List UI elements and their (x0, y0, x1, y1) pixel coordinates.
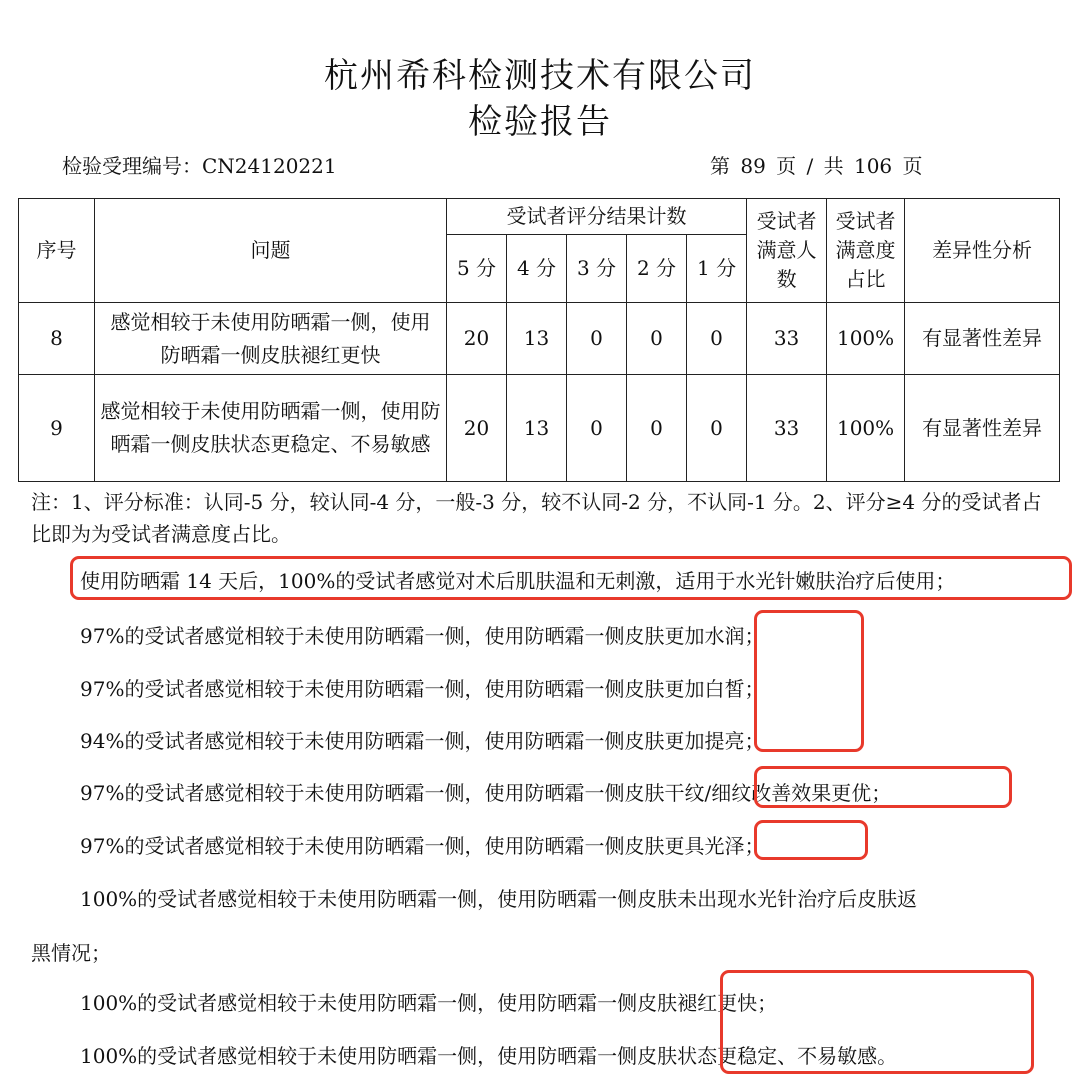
results-table (18, 198, 1060, 482)
header-index: 序号 (19, 199, 95, 303)
row-satisfied: 33 (747, 375, 827, 482)
result-paragraph: 使用防晒霜 14 天后，100%的受试者感觉对术后肌肤温和无刺激，适用于水光针嫩肤治疗后使用； (80, 569, 956, 593)
row-significance: 有显著性差异 (905, 303, 1060, 375)
row-ratio: 100% (827, 303, 905, 375)
row-significance: 有显著性差异 (905, 375, 1060, 482)
row-index: 9 (19, 375, 95, 482)
row-index: 8 (19, 303, 95, 375)
row-score-4: 13 (507, 375, 567, 482)
report-title: 检验报告 (468, 102, 612, 142)
result-paragraph: 97%的受试者感觉相较于未使用防晒霜一侧，使用防晒霜一侧皮肤更加白皙； (80, 677, 765, 701)
header-score-4: 4 分 (507, 235, 567, 303)
report-number: 检验受理编号：CN24120221 (62, 154, 337, 178)
highlight-box-redness-sensitivity (720, 970, 1034, 1074)
row-question: 感觉相较于未使用防晒霜一侧，使用防晒霜一侧皮肤褪红更快 (95, 303, 447, 375)
row-score-2: 0 (627, 375, 687, 482)
result-paragraph-continuation: 黑情况； (31, 941, 111, 965)
result-paragraph: 97%的受试者感觉相较于未使用防晒霜一侧，使用防晒霜一侧皮肤更加水润； (80, 624, 765, 648)
result-paragraph: 97%的受试者感觉相较于未使用防晒霜一侧，使用防晒霜一侧皮肤干纹/细纹改善效果更优； (80, 781, 892, 805)
result-paragraph: 97%的受试者感觉相较于未使用防晒霜一侧，使用防晒霜一侧皮肤更具光泽； (80, 834, 765, 858)
header-score-3: 3 分 (567, 235, 627, 303)
row-score-3: 0 (567, 375, 627, 482)
row-satisfied: 33 (747, 303, 827, 375)
table-row (19, 375, 1060, 482)
result-paragraph: 100%的受试者感觉相较于未使用防晒霜一侧，使用防晒霜一侧皮肤未出现水光针治疗后皮肤返 (80, 887, 918, 911)
header-score-2: 2 分 (627, 235, 687, 303)
row-score-4: 13 (507, 303, 567, 375)
header-score-group: 受试者评分结果计数 (447, 199, 747, 235)
company-title: 杭州希科检测技术有限公司 (324, 56, 756, 96)
header-score-1: 1 分 (687, 235, 747, 303)
highlight-box-glossiness (754, 820, 868, 860)
table-note: 注：1、评分标准：认同-5 分，较认同-4 分，一般-3 分，较不认同-2 分，不认同-1 分。2、评分≥4 分的受试者占比即为为受试者满意度占比。 (31, 490, 1042, 546)
row-score-3: 0 (567, 303, 627, 375)
highlight-box-fine-lines (754, 766, 1012, 808)
header-satisfaction-ratio: 受试者满意度占比 (827, 199, 905, 303)
header-significance: 差异性分析 (905, 199, 1060, 303)
row-question: 感觉相较于未使用防晒霜一侧，使用防晒霜一侧皮肤状态更稳定、不易敏感 (95, 375, 447, 482)
highlight-box-hydration-whitening-brightening (754, 610, 864, 752)
row-score-2: 0 (627, 303, 687, 375)
result-paragraph: 100%的受试者感觉相较于未使用防晒霜一侧，使用防晒霜一侧皮肤状态更稳定、不易敏感。 (80, 1044, 898, 1068)
header-satisfied-count: 受试者满意人数 (747, 199, 827, 303)
table-row (19, 303, 1060, 375)
page-info: 第 89 页 / 共 106 页 (710, 154, 923, 178)
header-score-5: 5 分 (447, 235, 507, 303)
row-ratio: 100% (827, 375, 905, 482)
row-score-1: 0 (687, 303, 747, 375)
result-paragraph: 94%的受试者感觉相较于未使用防晒霜一侧，使用防晒霜一侧皮肤更加提亮； (80, 729, 765, 753)
row-score-1: 0 (687, 375, 747, 482)
row-score-5: 20 (447, 303, 507, 375)
result-paragraph: 100%的受试者感觉相较于未使用防晒霜一侧，使用防晒霜一侧皮肤褪红更快； (80, 991, 778, 1015)
header-question: 问题 (95, 199, 447, 303)
highlight-box-tolerance (70, 556, 1072, 600)
row-score-5: 20 (447, 375, 507, 482)
